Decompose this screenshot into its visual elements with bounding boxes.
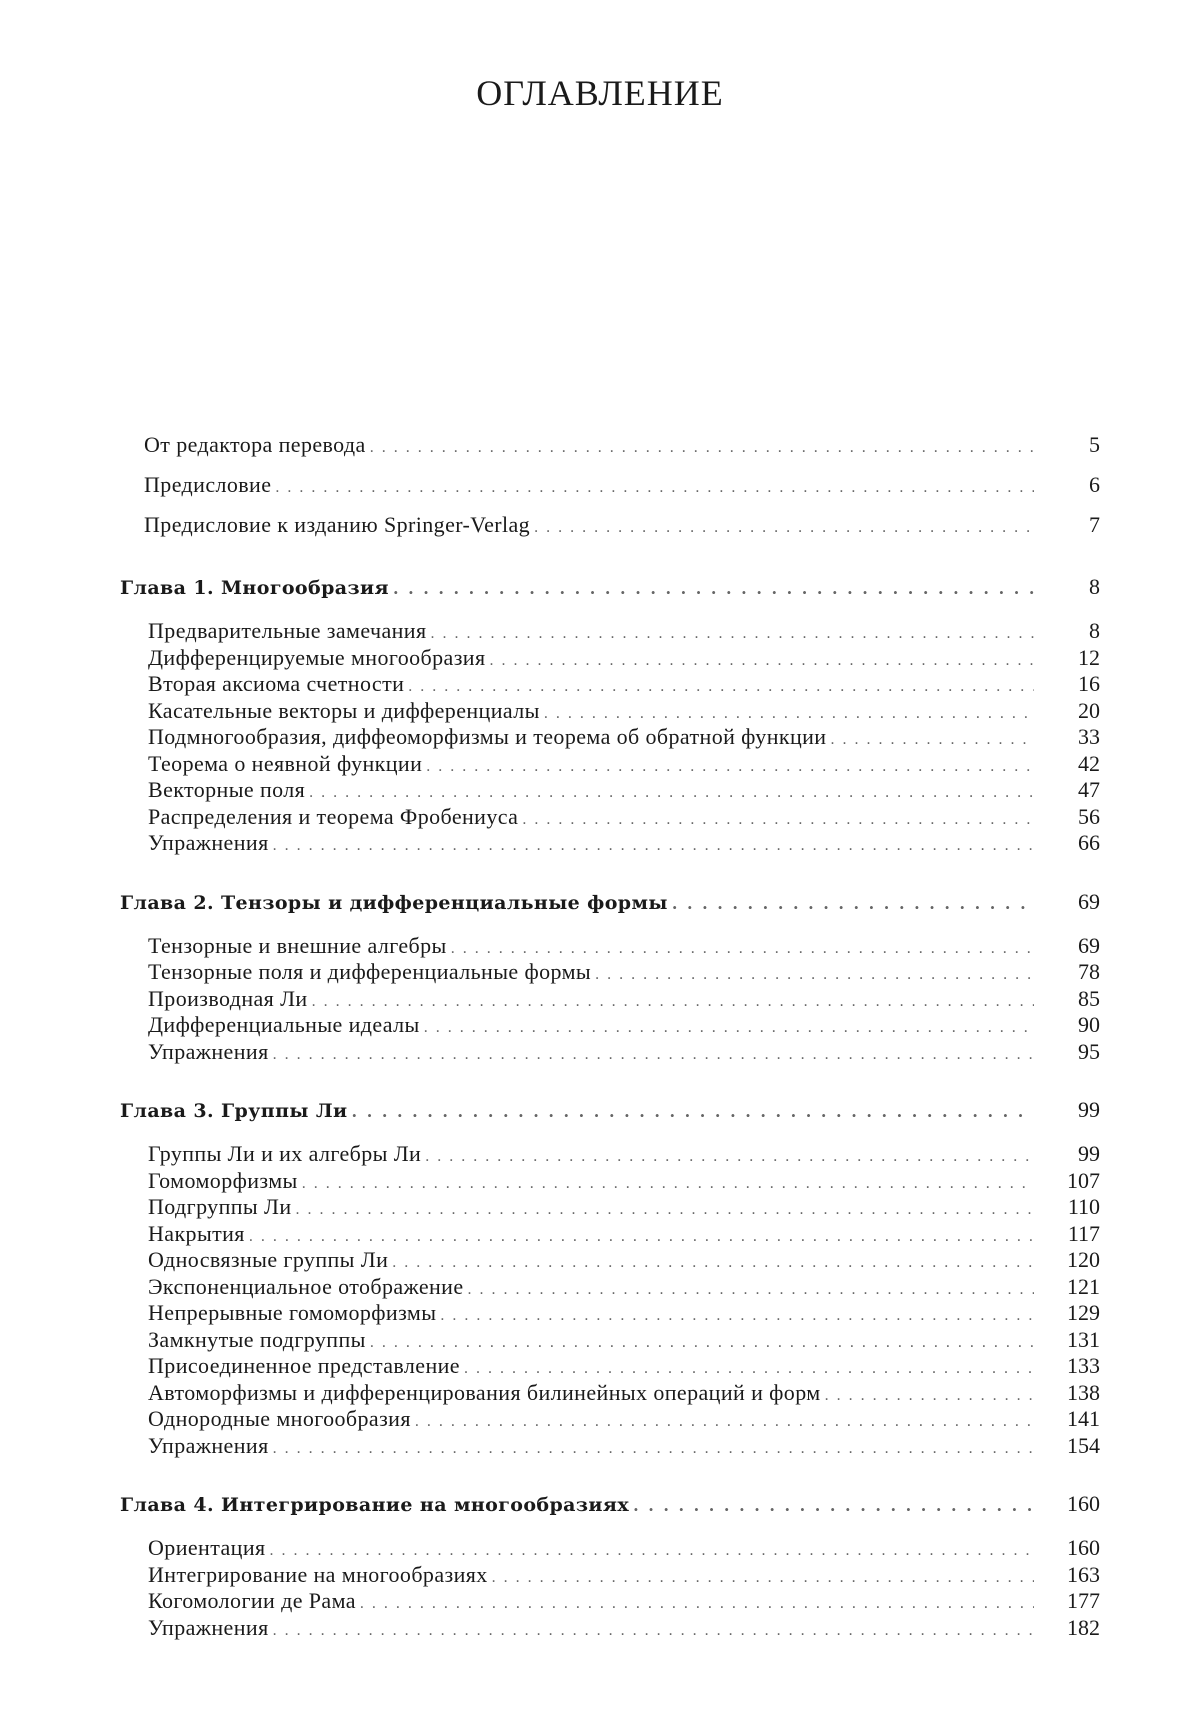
toc-chapter-entry-page-number: 8	[1089, 574, 1100, 599]
toc-front-entry-page-number: 6	[1089, 472, 1100, 497]
dot-leader	[426, 754, 1034, 781]
toc-chapter-entry	[120, 1097, 1100, 1141]
dot-leader	[273, 1042, 1034, 1069]
toc-section-entry-page-number: 95	[1078, 1038, 1100, 1064]
toc-section-entry-page-number: 117	[1067, 1220, 1100, 1246]
toc-chapter-entry-label: Глава 2. Тензоры и дифференциальные формы	[120, 891, 668, 914]
toc-section-entry	[120, 751, 1100, 778]
toc-section-entry-page-number: 163	[1067, 1561, 1100, 1587]
toc-section-entry	[120, 1141, 1100, 1168]
toc-section-entry	[120, 804, 1100, 831]
toc-section-entry-page-number: 107	[1067, 1167, 1100, 1193]
toc-section-entry	[120, 986, 1100, 1013]
toc-section-entry-label: Производная Ли	[148, 985, 308, 1011]
toc-section-entry-label: Упражнения	[148, 830, 269, 855]
toc-section-entry	[120, 1562, 1100, 1589]
dot-leader	[273, 1618, 1034, 1645]
toc-section-entry-label: Замкнутые подгруппы	[148, 1326, 366, 1352]
dot-leader	[393, 579, 1034, 598]
toc-front-entry-label: Предисловие к изданию Springer-Verlag	[144, 512, 531, 537]
toc-section-entry	[120, 830, 1100, 857]
toc-chapter-entry-page-number: 160	[1067, 1491, 1100, 1516]
toc-chapter-entry	[120, 889, 1100, 933]
toc-section-entry-page-number: 8	[1089, 618, 1100, 643]
toc-section-entry-page-number: 69	[1078, 932, 1100, 958]
toc-section-entry-label: Автоморфизмы и дифференцирования билинейных операций и форм	[148, 1379, 821, 1405]
toc-section-entry	[120, 1588, 1100, 1615]
toc-section-entry-page-number: 160	[1067, 1535, 1100, 1560]
toc-section-entry	[120, 724, 1100, 751]
toc-section-entry	[120, 1406, 1100, 1433]
toc-section-entry	[120, 671, 1100, 698]
dot-leader	[370, 1330, 1034, 1357]
page-title: ОГЛАВЛЕНИЕ	[476, 73, 724, 113]
dot-leader	[273, 833, 1034, 860]
dot-leader	[425, 1144, 1034, 1171]
toc-section-entry-label: Накрытия	[148, 1220, 245, 1246]
toc-section-entry-label: Вторая аксиома счетности	[148, 671, 405, 696]
toc-section-entry	[120, 1247, 1100, 1274]
toc-chapter-entry-label: Глава 1. Многообразия	[120, 577, 389, 599]
toc-section-entry	[120, 933, 1100, 960]
dot-leader	[633, 1496, 1034, 1515]
toc-section-entry-page-number: 133	[1067, 1353, 1100, 1378]
dot-leader	[431, 621, 1035, 648]
toc-section-entry	[120, 618, 1100, 645]
toc-section-entry	[120, 1039, 1100, 1066]
toc-section-entry-page-number: 129	[1067, 1300, 1100, 1325]
toc-section-entry-page-number: 177	[1067, 1588, 1100, 1613]
toc-section-entry-page-number: 154	[1067, 1432, 1100, 1458]
dot-leader	[595, 962, 1034, 989]
toc-section-entry-label: Дифференцируемые многообразия	[148, 644, 486, 670]
toc-section-entry-page-number: 78	[1078, 959, 1100, 984]
toc-section-entry-label: Когомологии де Рама	[148, 1588, 356, 1613]
toc-section-entry	[120, 1274, 1100, 1301]
toc-section-entry-label: Распределения и теорема Фробениуса	[148, 803, 519, 829]
toc-section-entry-page-number: 90	[1078, 1012, 1100, 1037]
toc-section-entry-page-number: 182	[1067, 1614, 1100, 1640]
toc-section-entry-label: Интегрирование на многообразиях	[148, 1561, 488, 1587]
toc-section-entry-page-number: 20	[1078, 697, 1100, 723]
toc-section-entry-label: Упражнения	[148, 1432, 269, 1458]
dot-leader	[360, 1591, 1034, 1618]
toc-section-entry-label: Односвязные группы Ли	[148, 1247, 389, 1272]
toc-section-entry	[120, 1327, 1100, 1354]
toc-section-entry-label: Тензорные и внешние алгебры	[148, 932, 447, 958]
toc-section-entry-label: Присоединенное представление	[148, 1353, 460, 1378]
toc-section-entry	[120, 777, 1100, 804]
toc-section-entry	[120, 1615, 1100, 1642]
table-of-contents	[120, 432, 1100, 1651]
toc-section-entry-page-number: 138	[1067, 1379, 1100, 1405]
toc-section-entry-page-number: 12	[1078, 644, 1100, 670]
toc-section-entry-label: Тензорные поля и дифференциальные формы	[148, 959, 592, 984]
toc-front-entry-label: От редактора перевода	[144, 432, 366, 457]
toc-front-entry-page-number: 5	[1089, 432, 1100, 457]
toc-section-entry	[120, 1535, 1100, 1562]
toc-section-entry-page-number: 85	[1078, 985, 1100, 1011]
dot-leader	[273, 1436, 1034, 1463]
dot-leader	[492, 1565, 1034, 1592]
toc-section-entry	[120, 959, 1100, 986]
toc-section-entry-page-number: 110	[1067, 1194, 1100, 1219]
toc-section-entry-page-number: 120	[1067, 1247, 1100, 1272]
dot-leader	[424, 1015, 1034, 1042]
toc-section-entry	[120, 1012, 1100, 1039]
toc-section-entry-page-number: 56	[1078, 803, 1100, 829]
toc-chapter-entry-label: Глава 3. Группы Ли	[120, 1100, 348, 1122]
toc-section-entry	[120, 1221, 1100, 1248]
dot-leader	[275, 479, 1034, 497]
toc-section-entry-label: Гомоморфизмы	[148, 1167, 298, 1193]
toc-section-entry-label: Векторные поля	[148, 777, 306, 802]
toc-front-entry	[120, 432, 1100, 472]
toc-section-entry-page-number: 121	[1067, 1273, 1100, 1299]
dot-leader	[302, 1171, 1034, 1198]
toc-section-entry-label: Касательные векторы и дифференциалы	[148, 697, 540, 723]
dot-leader	[534, 519, 1034, 537]
toc-front-entry-page-number: 7	[1089, 512, 1100, 537]
toc-section-entry-label: Группы Ли и их алгебры Ли	[148, 1141, 422, 1166]
toc-section-entry	[120, 1300, 1100, 1327]
toc-section-entry-label: Предварительные замечания	[148, 618, 427, 643]
toc-section-entry-page-number: 33	[1078, 724, 1100, 749]
toc-chapter-entry-page-number: 99	[1078, 1097, 1100, 1122]
dot-leader	[352, 1102, 1034, 1121]
dot-leader	[312, 989, 1034, 1016]
toc-section-entry-label: Непрерывные гомоморфизмы	[148, 1300, 437, 1325]
toc-front-entry	[120, 512, 1100, 552]
toc-section-entry	[120, 645, 1100, 672]
dot-leader	[489, 648, 1034, 675]
toc-chapter-entry	[120, 574, 1100, 618]
toc-front-entry-label: Предисловие	[144, 472, 272, 497]
dot-leader	[522, 807, 1034, 834]
dot-leader	[830, 727, 1034, 754]
toc-section-entry-label: Подгруппы Ли	[148, 1194, 292, 1219]
toc-section-entry-page-number: 47	[1078, 777, 1100, 802]
toc-section-entry-label: Упражнения	[148, 1038, 269, 1064]
toc-section-entry	[120, 1433, 1100, 1460]
toc-section-entry-label: Упражнения	[148, 1614, 269, 1640]
dot-leader	[825, 1383, 1034, 1410]
toc-section-entry-label: Ориентация	[148, 1535, 266, 1560]
toc-section-entry-label: Теорема о неявной функции	[148, 750, 423, 776]
dot-leader	[296, 1197, 1034, 1224]
dot-leader	[468, 1277, 1034, 1304]
dot-leader	[415, 1409, 1034, 1436]
dot-leader	[672, 894, 1034, 913]
dot-leader	[440, 1303, 1034, 1330]
toc-section-entry-label: Подмногообразия, диффеоморфизмы и теорема об обратной функции	[148, 724, 827, 749]
toc-section-entry-page-number: 99	[1078, 1141, 1100, 1166]
toc-chapter-entry	[120, 1491, 1100, 1535]
toc-section-entry	[120, 1194, 1100, 1221]
toc-chapter-entry-label: Глава 4. Интегрирование на многообразиях	[120, 1494, 630, 1516]
toc-section-entry	[120, 1353, 1100, 1380]
toc-section-entry-label: Однородные многообразия	[148, 1406, 411, 1431]
dot-leader	[392, 1250, 1034, 1277]
toc-section-entry-page-number: 42	[1078, 750, 1100, 776]
dot-leader	[370, 439, 1034, 457]
toc-section-entry	[120, 1168, 1100, 1195]
toc-front-entry	[120, 472, 1100, 512]
toc-section-entry	[120, 1380, 1100, 1407]
toc-section-entry	[120, 698, 1100, 725]
toc-section-entry-label: Экспоненциальное отображение	[148, 1273, 464, 1299]
toc-section-entry-label: Дифференциальные идеалы	[148, 1012, 420, 1037]
toc-section-entry-page-number: 141	[1067, 1406, 1100, 1431]
toc-section-entry-page-number: 131	[1067, 1326, 1100, 1352]
toc-section-entry-page-number: 16	[1078, 671, 1100, 696]
toc-chapter-entry-page-number: 69	[1078, 888, 1100, 914]
toc-section-entry-page-number: 66	[1078, 830, 1100, 855]
